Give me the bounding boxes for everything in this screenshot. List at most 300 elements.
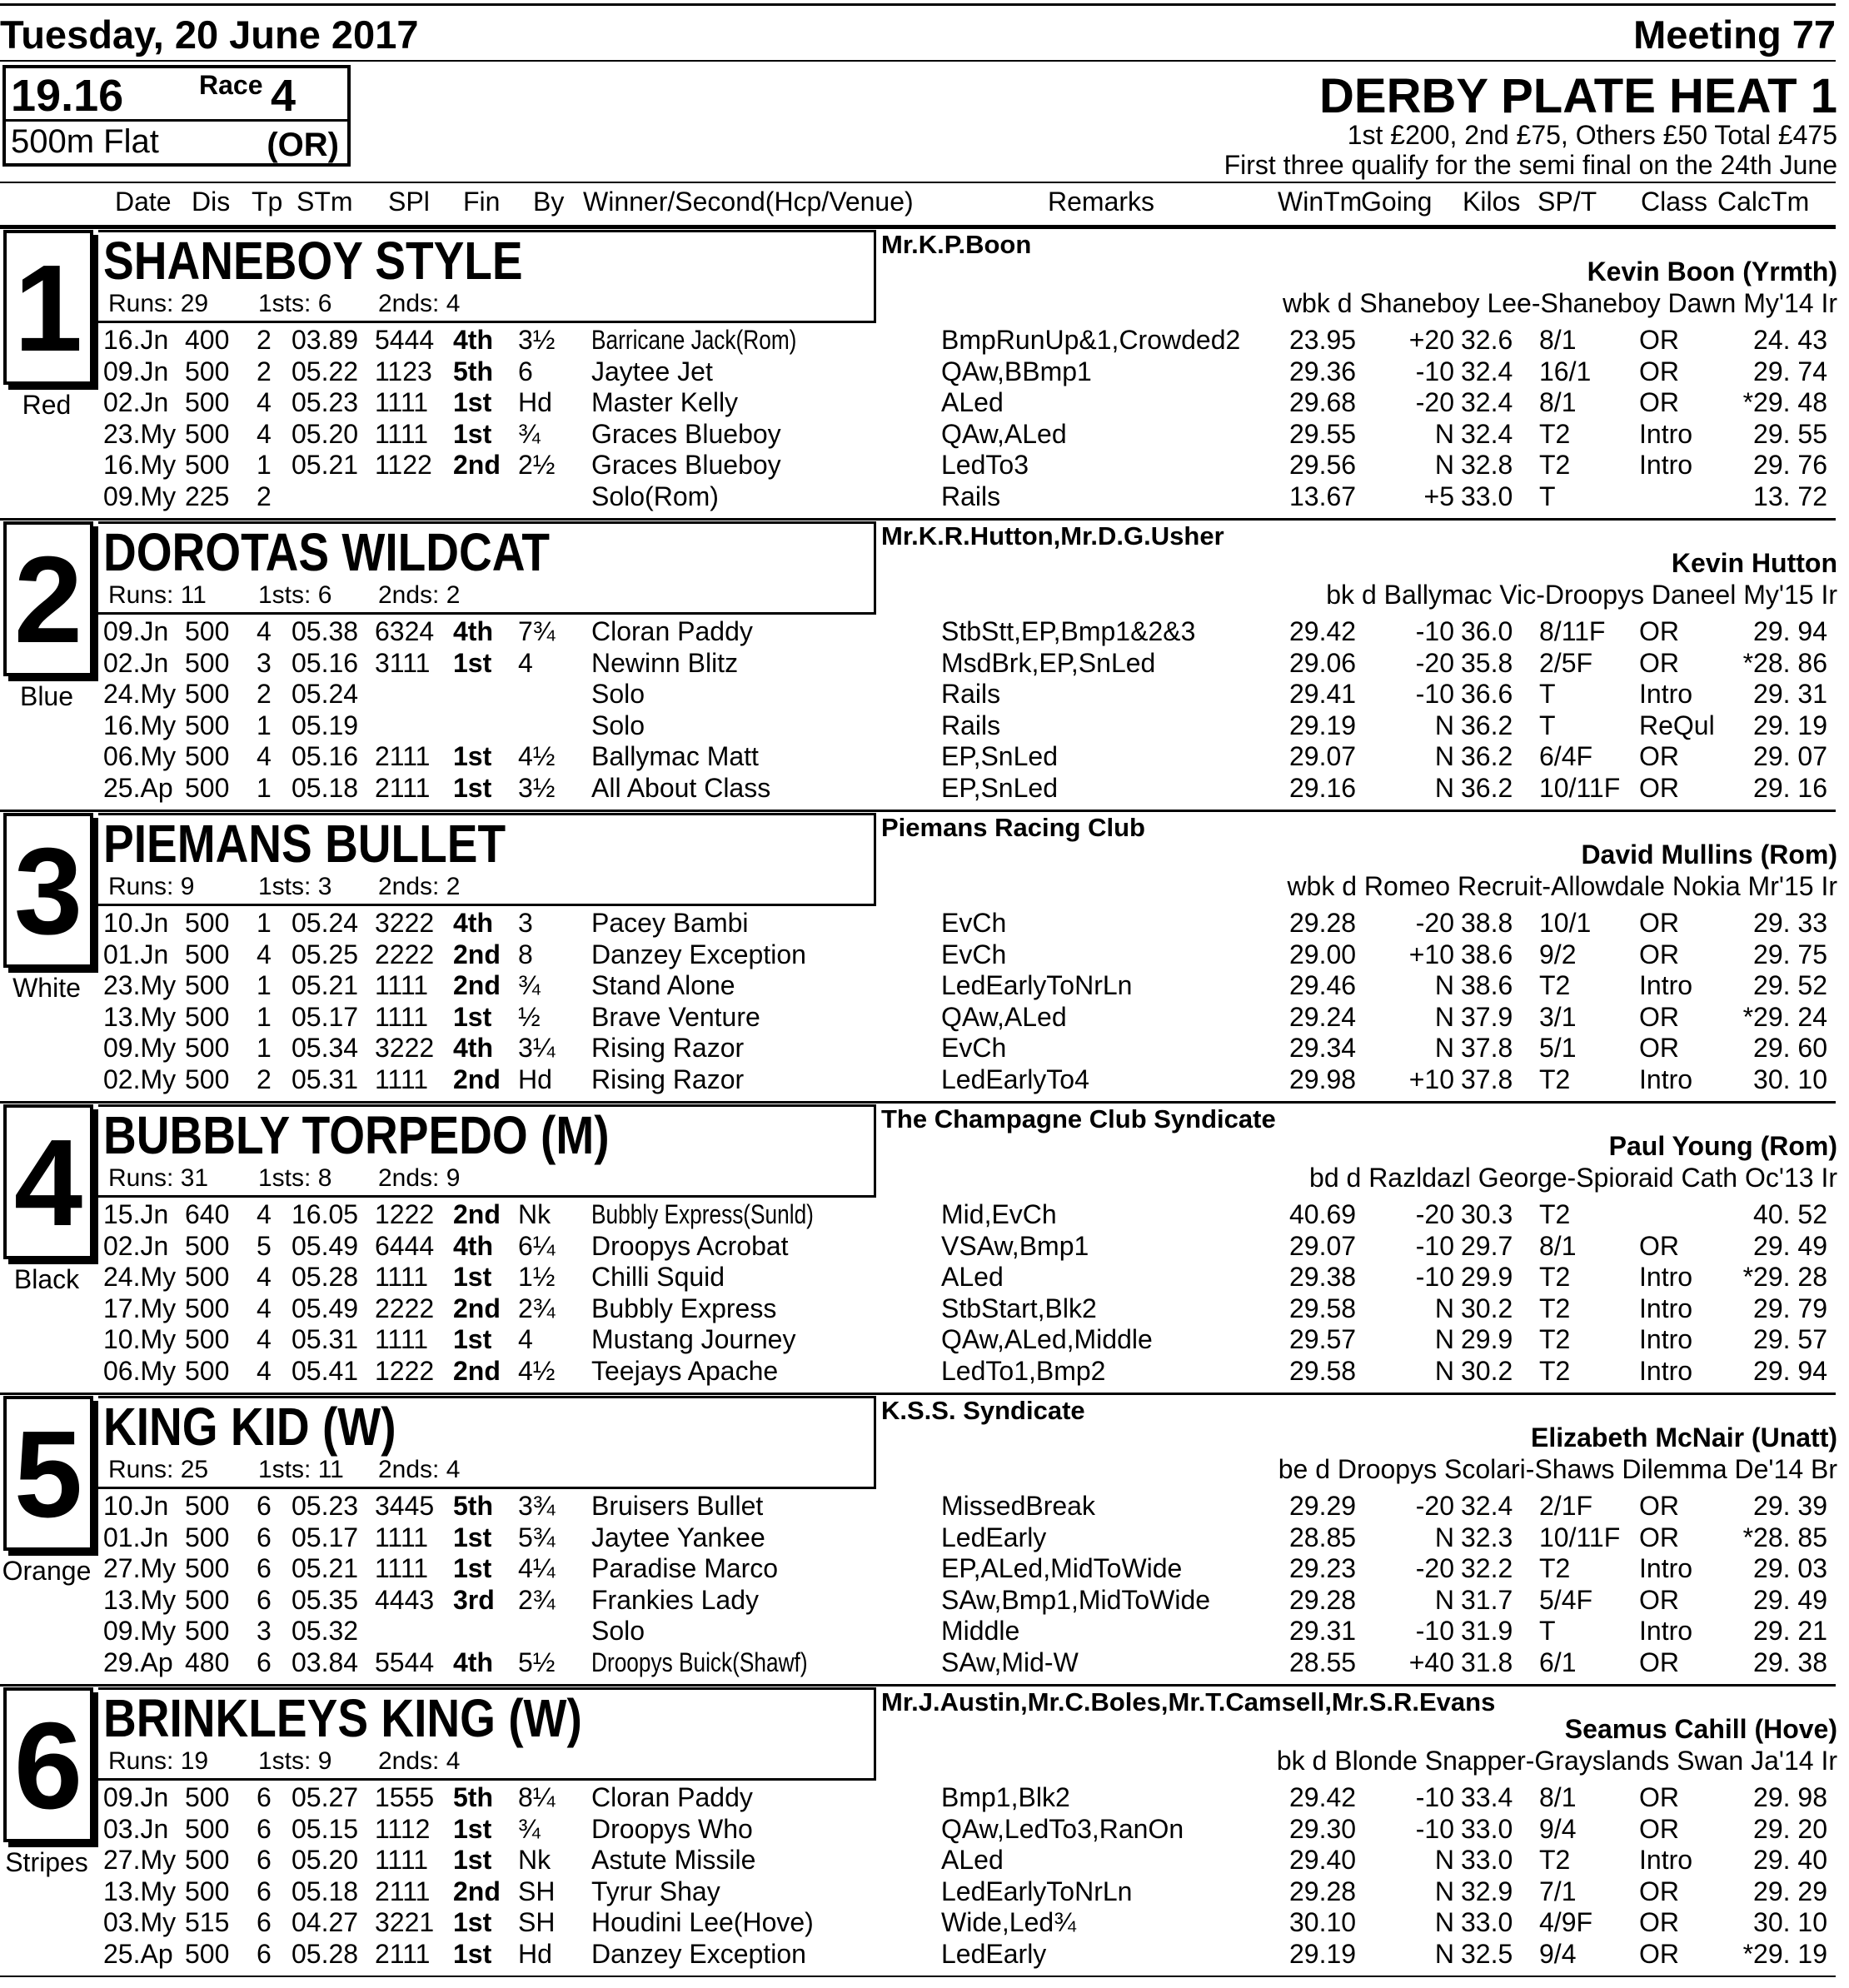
form-cell: 29.28 — [1289, 1876, 1357, 1906]
form-cell: 1112 — [375, 1813, 431, 1844]
form-cell: 1111 — [375, 1262, 429, 1292]
form-cell: 29.07 — [1289, 1230, 1357, 1261]
form-cell: 7/1 — [1539, 1876, 1577, 1906]
form-cell: 05.16 — [292, 741, 359, 771]
form-cell: 01.Jn — [103, 939, 169, 969]
form-cell: QAw,LedTo3,RanOn — [941, 1813, 1184, 1844]
form-cell: 05.23 — [292, 1491, 359, 1521]
form-cell: 37.8 — [1461, 1033, 1513, 1063]
form-row — [0, 773, 1836, 804]
form-cell: 27.My — [103, 1553, 177, 1583]
firsts-count: 1sts: 6 — [258, 290, 332, 317]
form-cell: StbStt,EP,Bmp1&2&3 — [941, 616, 1196, 646]
form-cell: 23.My — [103, 970, 177, 1000]
form-cell: -10 — [1415, 356, 1454, 386]
form-row — [0, 1491, 1836, 1522]
form-cell: 32.4 — [1461, 356, 1513, 386]
form-cell: ReQul — [1639, 710, 1715, 740]
form-cell: T2 — [1539, 1064, 1571, 1094]
form-cell: Hd — [518, 1064, 552, 1094]
form-cell: 4½ — [518, 1355, 556, 1386]
form-cell: OR — [1639, 1491, 1679, 1521]
form-cell: 29. 60 — [1753, 1033, 1827, 1063]
form-cell: 5th — [453, 1782, 493, 1812]
seconds-count: 2nds: 9 — [378, 1164, 461, 1192]
form-cell: -10 — [1415, 1262, 1454, 1292]
form-cell: 29. 03 — [1753, 1553, 1827, 1583]
col-tp: Tp — [252, 187, 283, 217]
form-cell: 3½ — [518, 325, 556, 355]
breeding: bk d Blonde Snapper-Grayslands Swan Ja'14 Ir — [1276, 1746, 1837, 1776]
form-cell: 6 — [257, 1813, 272, 1844]
form-cell: 30.10 — [1289, 1907, 1357, 1937]
form-cell: 05.41 — [292, 1355, 359, 1386]
form-cell: OR — [1639, 387, 1679, 417]
form-cell: 05.32 — [292, 1616, 359, 1646]
form-row — [0, 616, 1836, 647]
trap-colour: Black — [13, 1264, 80, 1294]
form-cell: EP,SnLed — [941, 772, 1058, 803]
form-cell: Houdini Lee(Hove) — [591, 1907, 814, 1937]
runner-top-rule — [0, 518, 1836, 521]
trainer: David Mullins (Rom) — [1581, 840, 1837, 869]
form-cell: 500 — [185, 1033, 230, 1063]
dog-name: BRINKLEYS KING (W) — [103, 1688, 582, 1748]
form-cell: OR — [1639, 741, 1679, 771]
form-cell: 3¼ — [518, 1033, 556, 1063]
form-row — [0, 1814, 1836, 1845]
form-cell: Graces Blueboy — [591, 450, 781, 480]
form-cell: LedEarlyToNrLn — [941, 970, 1133, 1000]
form-cell: 29.56 — [1289, 450, 1357, 480]
form-cell: 33.4 — [1461, 1782, 1513, 1812]
form-cell: 05.18 — [292, 1876, 359, 1906]
form-cell: -20 — [1415, 908, 1454, 938]
form-cell: 1111 — [375, 387, 429, 417]
form-cell: 1st — [453, 1845, 492, 1875]
form-cell: 4 — [257, 1262, 272, 1292]
form-cell: 500 — [185, 1355, 230, 1386]
header-rule — [0, 60, 1836, 62]
meeting-date: Tuesday, 20 June 2017 — [0, 12, 419, 57]
form-cell: 3221 — [375, 1907, 435, 1937]
form-cell: 1 — [257, 772, 272, 803]
form-row — [0, 970, 1836, 1001]
form-cell: N — [1434, 1907, 1454, 1937]
form-cell: 500 — [185, 356, 230, 386]
firsts-count: 1sts: 3 — [258, 873, 332, 900]
dog-name: PIEMANS BULLET — [103, 814, 506, 874]
form-cell: 16.Jn — [103, 325, 169, 355]
form-cell: +40 — [1408, 1647, 1454, 1677]
form-cell: 13.My — [103, 1001, 177, 1032]
runner-top-rule — [0, 227, 1836, 229]
race-label: Race — [199, 70, 263, 100]
form-cell: 16.05 — [292, 1199, 359, 1229]
runs-count: Runs: 19 — [108, 1747, 209, 1775]
form-cell: 02.Jn — [103, 1230, 169, 1261]
form-cell: 38.6 — [1461, 970, 1513, 1000]
form-cell: 500 — [185, 1324, 230, 1354]
form-cell: 4 — [257, 741, 272, 771]
form-cell: 29.41 — [1289, 679, 1357, 709]
form-cell: 6 — [257, 1845, 272, 1875]
form-cell: 32.6 — [1461, 325, 1513, 355]
race-info-box — [2, 65, 351, 167]
owner: Mr.J.Austin,Mr.C.Boles,Mr.T.Camsell,Mr.S.R.Evans — [881, 1687, 1496, 1716]
owner: K.S.S. Syndicate — [881, 1396, 1085, 1425]
form-cell: ALed — [941, 1262, 1004, 1292]
form-cell: OR — [1639, 1782, 1679, 1812]
form-row — [0, 356, 1836, 387]
form-cell: 4th — [453, 1647, 493, 1677]
form-cell: 16.My — [103, 710, 177, 740]
form-cell: 04.27 — [292, 1907, 359, 1937]
trainer: Kevin Hutton — [1671, 548, 1837, 578]
form-cell: 4 — [257, 1355, 272, 1386]
form-cell: 05.38 — [292, 616, 359, 646]
form-cell: 3111 — [375, 647, 431, 678]
form-cell: *28. 86 — [1742, 647, 1827, 678]
form-cell: Bruisers Bullet — [591, 1491, 764, 1521]
race-prizes: 1st £200, 2nd £75, Others £50 Total £475 — [1347, 120, 1837, 150]
col-wintm: WinTm — [1278, 187, 1363, 217]
form-cell: 05.34 — [292, 1033, 359, 1063]
form-row — [0, 1293, 1836, 1324]
form-cell: 5444 — [375, 325, 435, 355]
form-cell: LedTo3 — [941, 450, 1029, 480]
top-rule — [0, 3, 1836, 6]
form-cell: OR — [1639, 1033, 1679, 1063]
breeding: bk d Ballymac Vic-Droopys Daneel My'15 Ir — [1326, 580, 1837, 610]
form-cell: 05.20 — [292, 1845, 359, 1875]
form-cell: 6/1 — [1539, 1647, 1577, 1677]
trap-colour: Orange — [2, 1556, 92, 1586]
form-cell: 29.98 — [1289, 1064, 1357, 1094]
form-cell: Hd — [518, 387, 552, 417]
form-cell: T — [1539, 1616, 1556, 1646]
form-cell: 1st — [453, 1522, 492, 1552]
form-cell: 4 — [257, 616, 272, 646]
form-cell: 5th — [453, 1491, 493, 1521]
form-cell: OR — [1639, 1230, 1679, 1261]
form-cell: 1111 — [375, 418, 429, 449]
form-cell: 05.49 — [292, 1293, 359, 1323]
col-going: Going — [1361, 187, 1433, 217]
form-cell: 36.2 — [1461, 741, 1513, 771]
form-cell: QAw,ALed — [941, 1001, 1067, 1032]
form-cell: OR — [1639, 1876, 1679, 1906]
form-cell: T2 — [1539, 1262, 1571, 1292]
form-cell: 03.89 — [292, 325, 359, 355]
form-cell: N — [1434, 1293, 1454, 1323]
form-cell: 29.28 — [1289, 1584, 1357, 1615]
form-cell: 500 — [185, 1262, 230, 1292]
form-cell: Frankies Lady — [591, 1584, 759, 1615]
form-cell: 38.6 — [1461, 939, 1513, 969]
form-cell: N — [1434, 418, 1454, 449]
form-cell: 29.16 — [1289, 772, 1357, 803]
form-cell: OR — [1639, 939, 1679, 969]
form-cell: Brave Venture — [591, 1001, 760, 1032]
form-cell: Nk — [518, 1199, 551, 1229]
form-cell: 29.68 — [1289, 387, 1357, 417]
runner-top-rule — [0, 810, 1836, 812]
race-distance: 500m Flat — [11, 123, 159, 160]
form-cell: 31.9 — [1461, 1616, 1513, 1646]
form-cell: 1st — [453, 1938, 492, 1969]
bottom-rule — [0, 1976, 1836, 1977]
form-cell: 10.Jn — [103, 908, 169, 938]
form-cell: Intro — [1639, 1616, 1693, 1646]
form-cell: N — [1434, 710, 1454, 740]
col-kilos: Kilos — [1463, 187, 1521, 217]
owner: Mr.K.P.Boon — [881, 230, 1032, 259]
form-cell: 6 — [257, 1522, 272, 1552]
form-cell: 500 — [185, 1584, 230, 1615]
owner: The Champagne Club Syndicate — [881, 1104, 1276, 1134]
form-cell: Nk — [518, 1845, 551, 1875]
form-cell: 05.23 — [292, 387, 359, 417]
form-cell: 03.My — [103, 1907, 177, 1937]
form-cell: 05.25 — [292, 939, 359, 969]
form-cell: 02.My — [103, 1064, 177, 1094]
form-cell: 8 — [518, 939, 533, 969]
trap-number: 6 — [13, 1697, 83, 1835]
form-cell: 01.Jn — [103, 1522, 169, 1552]
form-cell: 29. 20 — [1753, 1813, 1827, 1844]
form-cell: 1st — [453, 772, 492, 803]
col-fin: Fin — [463, 187, 501, 217]
form-cell: 6324 — [375, 616, 435, 646]
form-cell: BmpRunUp&1,Crowded2 — [941, 325, 1241, 355]
form-cell: 16.My — [103, 450, 177, 480]
form-cell: 29.31 — [1289, 1616, 1357, 1646]
form-cell: EP,SnLed — [941, 741, 1058, 771]
form-cell: -10 — [1415, 1813, 1454, 1844]
form-row — [0, 387, 1836, 418]
form-cell: 3222 — [375, 908, 435, 938]
form-cell: 05.21 — [292, 970, 359, 1000]
trap-colour: Red — [22, 390, 72, 420]
form-cell: Intro — [1639, 970, 1693, 1000]
form-cell: 29.42 — [1289, 1782, 1357, 1812]
form-cell: 29. 31 — [1753, 679, 1827, 709]
form-cell: 29. 07 — [1753, 741, 1827, 771]
form-cell: T2 — [1539, 1293, 1571, 1323]
form-cell: 33.0 — [1461, 1907, 1513, 1937]
form-cell: 8/1 — [1539, 325, 1577, 355]
form-cell: LedEarlyToNrLn — [941, 1876, 1133, 1906]
form-cell: 500 — [185, 1938, 230, 1969]
form-cell: 16/1 — [1539, 356, 1592, 386]
form-row — [0, 710, 1836, 741]
form-cell: 1st — [453, 387, 492, 417]
form-cell: Rising Razor — [591, 1064, 745, 1094]
form-cell: Droopys Buick(Shawf) — [591, 1647, 808, 1677]
form-cell: 500 — [185, 1293, 230, 1323]
form-cell: 13. 72 — [1753, 481, 1827, 511]
form-cell: 500 — [185, 616, 230, 646]
form-cell: 27.My — [103, 1845, 177, 1875]
form-cell: 05.27 — [292, 1782, 359, 1812]
form-cell: 09.My — [103, 1033, 177, 1063]
form-cell: 500 — [185, 387, 230, 417]
form-cell: 33.0 — [1461, 481, 1513, 511]
form-cell: 32.8 — [1461, 450, 1513, 480]
form-cell: 33.0 — [1461, 1813, 1513, 1844]
runs-count: Runs: 25 — [108, 1456, 209, 1483]
form-cell: 5544 — [375, 1647, 435, 1677]
form-cell: 06.My — [103, 1355, 177, 1386]
trap-number: 3 — [13, 823, 83, 960]
form-cell: *29. 24 — [1742, 1001, 1827, 1032]
trap-number: 2 — [13, 531, 83, 669]
form-cell: 5½ — [518, 1647, 556, 1677]
form-cell: 500 — [185, 1782, 230, 1812]
form-cell: 29.42 — [1289, 616, 1357, 646]
form-cell: -10 — [1415, 1616, 1454, 1646]
form-cell: 4¼ — [518, 1553, 556, 1583]
form-cell: T2 — [1539, 970, 1571, 1000]
form-cell: 05.22 — [292, 356, 359, 386]
form-cell: 2 — [257, 481, 272, 511]
form-cell: 3222 — [375, 1033, 435, 1063]
form-cell: Stand Alone — [591, 970, 735, 1000]
form-cell: 2nd — [453, 1064, 501, 1094]
runs-count: Runs: 31 — [108, 1164, 209, 1192]
form-cell: 10.My — [103, 1324, 177, 1354]
form-cell: 1 — [257, 1033, 272, 1063]
form-cell: 2111 — [375, 741, 431, 771]
form-cell: 7¾ — [518, 616, 556, 646]
form-cell: 500 — [185, 908, 230, 938]
form-cell: 1122 — [375, 450, 432, 480]
col-dis: Dis — [192, 187, 231, 217]
form-cell: 05.24 — [292, 679, 359, 709]
form-row — [0, 1522, 1836, 1553]
form-cell: 4 — [257, 1324, 272, 1354]
runs-count: Runs: 9 — [108, 873, 195, 900]
form-cell: 29.19 — [1289, 710, 1357, 740]
form-cell: 29. 76 — [1753, 450, 1827, 480]
form-cell: 2/1F — [1539, 1491, 1593, 1521]
form-cell: 29. 55 — [1753, 418, 1827, 449]
form-cell: 05.31 — [292, 1064, 359, 1094]
form-cell: N — [1434, 741, 1454, 771]
form-cell: 29.34 — [1289, 1033, 1357, 1063]
form-cell: Middle — [941, 1616, 1020, 1646]
form-cell: 15.Jn — [103, 1199, 169, 1229]
race-grade: (OR) — [267, 127, 339, 163]
form-cell: 9/4 — [1539, 1813, 1577, 1844]
col-stm: STm — [297, 187, 353, 217]
seconds-count: 2nds: 4 — [378, 1456, 461, 1483]
form-cell: 1½ — [518, 1262, 556, 1292]
form-cell: 29. 98 — [1753, 1782, 1827, 1812]
form-cell: N — [1434, 1522, 1454, 1552]
form-cell: EvCh — [941, 908, 1007, 938]
form-cell: 6 — [257, 1491, 272, 1521]
form-cell: 29.07 — [1289, 741, 1357, 771]
form-cell: 31.7 — [1461, 1584, 1513, 1615]
form-cell: +10 — [1408, 1064, 1454, 1094]
form-cell: N — [1434, 1355, 1454, 1386]
form-cell: VSAw,Bmp1 — [941, 1230, 1089, 1261]
form-cell: 29. 94 — [1753, 616, 1827, 646]
form-cell: 09.My — [103, 1616, 177, 1646]
form-cell: 30. 10 — [1753, 1064, 1827, 1094]
form-cell: 1st — [453, 1553, 492, 1583]
form-cell: SAw,Bmp1,MidToWide — [941, 1584, 1211, 1615]
form-cell: N — [1434, 772, 1454, 803]
form-cell: Intro — [1639, 450, 1693, 480]
form-row — [0, 1033, 1836, 1064]
form-cell: Intro — [1639, 1355, 1693, 1386]
form-cell: 29.40 — [1289, 1845, 1357, 1875]
form-cell: OR — [1639, 908, 1679, 938]
form-cell: OR — [1639, 1584, 1679, 1615]
form-cell: Barricane Jack(Rom) — [591, 325, 797, 355]
form-cell: 500 — [185, 1553, 230, 1583]
form-cell: Solo(Rom) — [591, 481, 719, 511]
form-cell: 38.8 — [1461, 908, 1513, 938]
form-cell: 6 — [257, 1907, 272, 1937]
form-cell: 6 — [257, 1553, 272, 1583]
form-cell: 4 — [518, 1324, 533, 1354]
form-cell: 29.55 — [1289, 418, 1357, 449]
form-cell: 10/11F — [1539, 772, 1621, 803]
form-cell: +5 — [1423, 481, 1454, 511]
form-cell: 1111 — [375, 1064, 429, 1094]
form-cell: OR — [1639, 1001, 1679, 1032]
form-cell: OR — [1639, 616, 1679, 646]
form-cell: 30.3 — [1461, 1199, 1513, 1229]
form-cell: 28.85 — [1289, 1522, 1357, 1552]
form-cell: T — [1539, 710, 1556, 740]
form-cell: 10/1 — [1539, 908, 1592, 938]
form-cell: ¾ — [518, 418, 541, 449]
form-cell: 05.31 — [292, 1324, 359, 1354]
form-cell: 36.6 — [1461, 679, 1513, 709]
firsts-count: 1sts: 9 — [258, 1747, 332, 1775]
form-cell: 05.20 — [292, 418, 359, 449]
form-cell: 37.9 — [1461, 1001, 1513, 1032]
form-row — [0, 908, 1836, 939]
form-cell: 29. 74 — [1753, 356, 1827, 386]
form-cell: Solo — [591, 1616, 645, 1646]
form-cell: 2nd — [453, 1876, 501, 1906]
form-cell: 2nd — [453, 1355, 501, 1386]
form-cell: 4 — [257, 418, 272, 449]
form-row — [0, 481, 1836, 512]
form-cell: 05.17 — [292, 1001, 359, 1032]
form-row — [0, 1939, 1836, 1970]
form-cell: 3½ — [518, 772, 556, 803]
form-cell: Mid,EvCh — [941, 1199, 1057, 1229]
form-cell: 29. 33 — [1753, 908, 1827, 938]
form-cell: Intro — [1639, 1262, 1693, 1292]
form-cell: 29.9 — [1461, 1324, 1513, 1354]
form-cell: 29. 19 — [1753, 710, 1827, 740]
form-cell: 29.24 — [1289, 1001, 1357, 1032]
form-cell: Bubbly Express — [591, 1293, 777, 1323]
form-cell: Bubbly Express(Sunld) — [591, 1199, 814, 1229]
form-cell: 32.4 — [1461, 1491, 1513, 1521]
race-number: 4 — [271, 71, 297, 121]
form-cell: T2 — [1539, 1553, 1571, 1583]
form-cell: 6 — [257, 1584, 272, 1615]
